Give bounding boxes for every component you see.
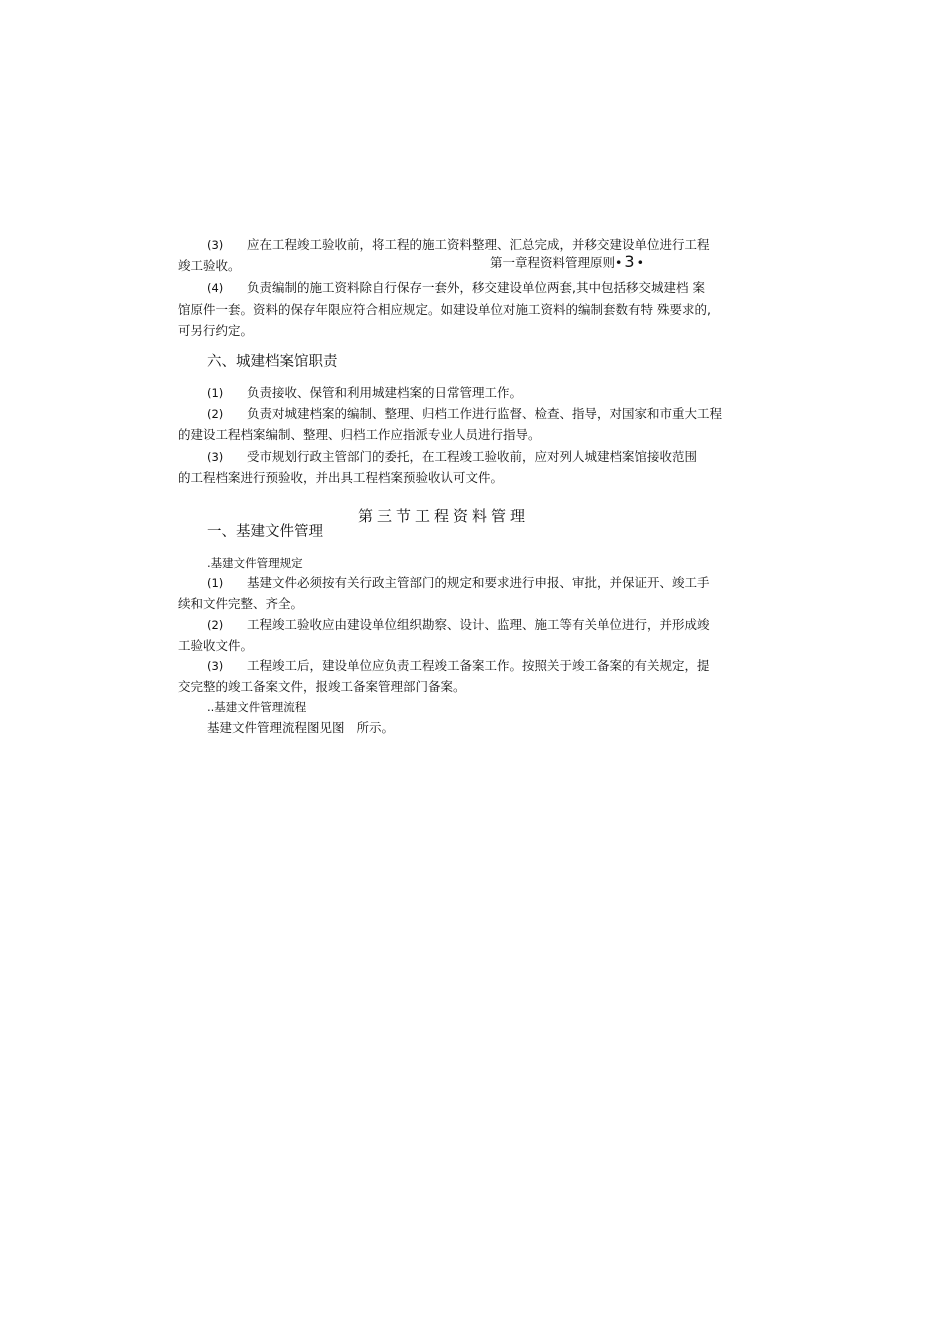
paragraph-6-2-line1: (2) 负责对城建档案的编制、整理、归档工作进行监督、检查、指导，对国家和市重大工程 xyxy=(207,406,723,421)
paragraph-3-1-line1: (1) 基建文件必须按有关行政主管部门的规定和要求进行申报、审批，并保证开、竣工手 xyxy=(207,575,710,590)
section-title: 第三节工程资料管理 xyxy=(358,507,530,525)
item-number: (2) xyxy=(207,407,224,421)
paragraph-3-2-line1: (2) 工程竣工验收应由建设单位组织勘察、设计、监理、施工等有关单位进行，并形成竣 xyxy=(207,617,710,632)
paragraph-3-3-line1: (3) 工程竣工后，建设单位应负责工程竣工备案工作。按照关于竣工备案的有关规定，提 xyxy=(207,658,710,673)
page-number: 3 xyxy=(624,252,635,271)
item-number: (1) xyxy=(207,576,224,590)
paragraph-5-4-line1: (4) 负责编制的施工资料除自行保存一套外，移交建设单位两套,其中包括移交城建档 案 xyxy=(207,280,705,295)
subsection-heading-1: 一、基建文件管理 xyxy=(207,524,323,540)
paragraph-5-4-line3: 可另行约定。 xyxy=(178,323,254,338)
paragraph-6-1: (1) 负责接收、保管和利用城建档案的日常管理工作。 xyxy=(207,385,523,400)
sub-heading-rules: .基建文件管理规定 xyxy=(207,556,303,570)
paragraph-3-3-line2: 交完整的竣工备案文件，报竣工备案管理部门备案。 xyxy=(178,679,466,694)
flow-reference-text: 基建文件管理流程图见图 所示。 xyxy=(207,720,395,735)
item-number: (4) xyxy=(207,281,224,295)
item-number: (2) xyxy=(207,618,224,632)
paragraph-5-3-line1: (3) 应在工程竣工验收前，将工程的施工资料整理、汇总完成，并移交建设单位进行工程 xyxy=(207,237,710,252)
sub-heading-flow: ..基建文件管理流程 xyxy=(207,700,307,714)
running-title: 第一章程资料管理原则• xyxy=(490,255,623,270)
item-number: (3) xyxy=(207,450,224,464)
item-number: (3) xyxy=(207,659,224,673)
paragraph-3-2-line2: 工验收文件。 xyxy=(178,638,254,653)
paragraph-3-1-line2: 续和文件完整、齐全。 xyxy=(178,596,304,611)
paragraph-5-4-line2: 馆原件一套。资料的保存年限应符合相应规定。如建设单位对施工资料的编制套数有特 殊要求的, xyxy=(178,302,711,317)
item-number: (1) xyxy=(207,386,224,400)
paragraph-6-3-line1: (3) 受市规划行政主管部门的委托，在工程竣工验收前，应对列人城建档案馆接收范围 xyxy=(207,449,698,464)
section-heading-6: 六、城建档案馆职责 xyxy=(207,354,338,370)
paragraph-5-3-line2: 竣工验收。 xyxy=(178,258,241,273)
item-number: (3) xyxy=(207,238,224,252)
running-header: 第一章程资料管理原则• 3 • xyxy=(490,252,644,271)
paragraph-6-3-line2: 的工程档案进行预验收，并出具工程档案预验收认可文件。 xyxy=(178,470,504,485)
paragraph-6-2-line2: 的建设工程档案编制、整理、归档工作应指派专业人员进行指导。 xyxy=(178,427,541,442)
